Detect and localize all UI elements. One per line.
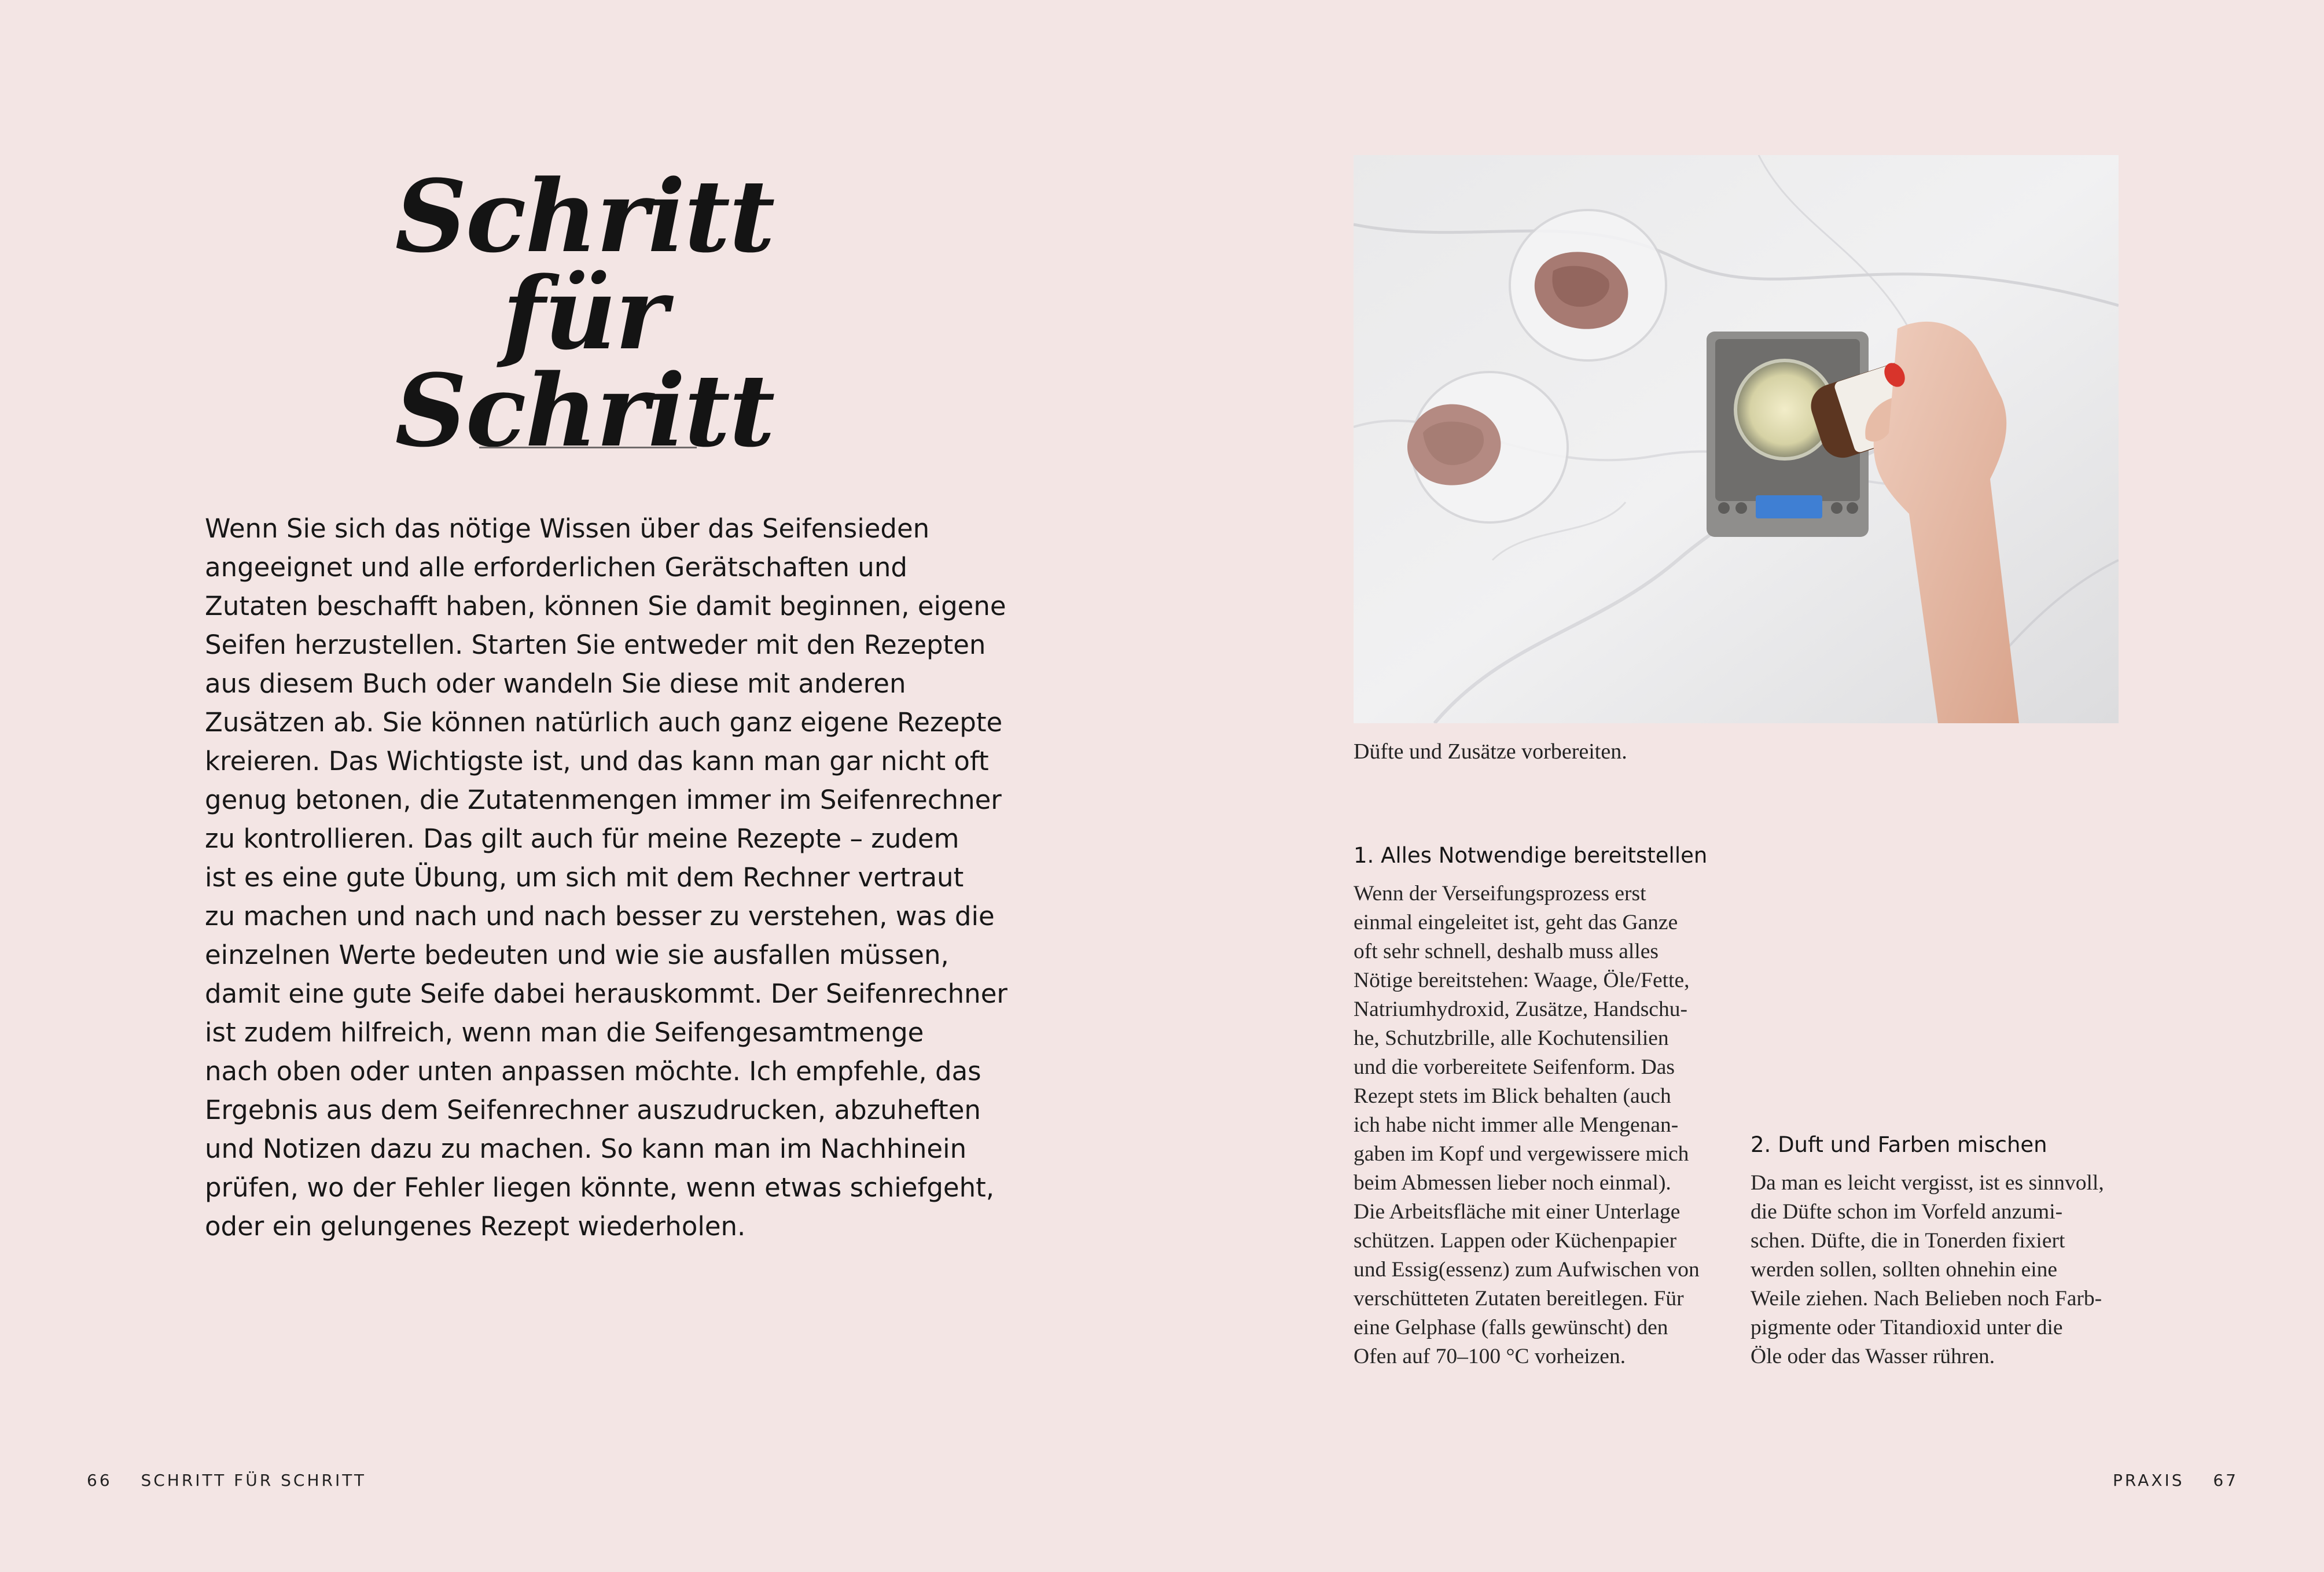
intro-line: oder ein gelungenes Rezept wiederholen. [205,1211,746,1242]
section-1-line: und Essig(essenz) zum Aufwischen von [1354,1258,1700,1282]
section-1-line: he, Schutzbrille, alle Kochutensilien [1354,1026,1669,1050]
section-1-body [1354,879,1747,1371]
title-divider [479,447,697,448]
intro-line: und Notizen dazu zu machen. So kann man im Nachhinein [205,1133,967,1164]
chapter-title-line-1: Schritt für [395,157,774,372]
footer-left [87,1471,366,1490]
section-1-line: Die Arbeitsfläche mit einer Unterlage [1354,1200,1681,1224]
section-1-line: verschütteten Zutaten bereitlegen. Für [1354,1287,1684,1310]
intro-line: damit eine gute Seife dabei herauskommt. Der Seifenrechner [205,978,1007,1009]
running-head-left: SCHRITT FÜR SCHRITT [141,1471,366,1490]
running-head-right: PRAXIS [2112,1471,2185,1490]
chapter-title-line-2: Schritt [395,352,774,469]
intro-line: kreieren. Das Wichtigste ist, und das kann man gar nicht oft [205,746,989,776]
intro-line: genug betonen, die Zutatenmengen immer im Seifenrechner [205,785,1002,815]
intro-line: prüfen, wo der Fehler liegen könnte, wenn etwas schiefgeht, [205,1172,995,1203]
page-number-left: 66 [87,1471,112,1490]
section-1-line: und die vorbereitete Seifenform. Das [1354,1055,1675,1079]
intro-line: zu machen und nach und nach besser zu verstehen, was die [205,901,995,932]
section-1-line: einmal eingeleitet ist, geht das Ganze [1354,911,1678,934]
section-2-body [1751,1169,2156,1371]
section-1-line: Rezept stets im Blick behalten (auch [1354,1084,1671,1108]
section-2-line: Da man es leicht vergisst, ist es sinnvoll, [1751,1171,2104,1195]
section-1-line: ich habe nicht immer alle Mengenan- [1354,1113,1679,1137]
intro-paragraph [205,509,1007,1246]
section-2-line: die Düfte schon im Vorfeld anzumi- [1751,1200,2063,1224]
intro-line: nach oben oder unten anpassen möchte. Ich empfehle, das [205,1056,981,1087]
section-1-line: eine Gelphase (falls gewünscht) den [1354,1316,1668,1339]
section-1-heading: 1. Alles Notwendige bereitstellen [1354,843,1708,868]
intro-line: ist es eine gute Übung, um sich mit dem Rechner vertraut [205,862,964,893]
section-2-heading: 2. Duft und Farben mischen [1751,1132,2047,1157]
intro-line: aus diesem Buch oder wandeln Sie diese mit anderen [205,668,906,699]
section-1-line: Nötige bereitstehen: Waage, Öle/Fette, [1354,969,1690,992]
section-1-line: schützen. Lappen oder Küchenpapier [1354,1229,1677,1253]
intro-line: angeeignet und alle erforderlichen Gerätschaften und [205,552,907,583]
footer-right [2113,1471,2238,1490]
section-2-line: Öle oder das Wasser rühren. [1751,1345,1995,1368]
page-number-right: 67 [2213,1471,2238,1490]
section-1-line: Ofen auf 70–100 °C vorheizen. [1354,1345,1626,1368]
section-2-line: pigmente oder Titandioxid unter die [1751,1316,2063,1339]
section-1-line: beim Abmessen lieber noch einmal). [1354,1171,1671,1195]
section-1-line: oft sehr schnell, deshalb muss alles [1354,940,1659,963]
intro-line: einzelnen Werte bedeuten und wie sie ausfallen müssen, [205,940,949,970]
intro-line: Zutaten beschafft haben, können Sie damit beginnen, eigene [205,591,1006,621]
section-1-line: gaben im Kopf und vergewissere mich [1354,1142,1689,1166]
intro-line: Ergebnis aus dem Seifenrechner auszudrucken, abzuheften [205,1095,981,1125]
intro-line: ist zudem hilfreich, wenn man die Seifengesamtmenge [205,1017,924,1048]
intro-line: zu kontrollieren. Das gilt auch für meine Rezepte – zudem [205,823,959,854]
section-2-line: schen. Düfte, die in Tonerden fixiert [1751,1229,2065,1253]
intro-line: Zusätzen ab. Sie können natürlich auch ganz eigene Rezepte [205,707,1003,738]
section-1-line: Wenn der Verseifungsprozess erst [1354,882,1646,905]
intro-line: Seifen herzustellen. Starten Sie entweder mit den Rezepten [205,629,986,660]
section-1-line: Natriumhydroxid, Zusätze, Handschu- [1354,997,1687,1021]
section-2-line: werden sollen, sollten ohnehin eine [1751,1258,2058,1282]
photo-caption: Düfte und Zusätze vorbereiten. [1354,739,1627,764]
intro-line: Wenn Sie sich das nötige Wissen über das Seifensieden [205,513,930,544]
chapter-title [324,157,845,469]
soap-ingredients-photo [1354,155,2119,723]
section-2-line: Weile ziehen. Nach Belieben noch Farb- [1751,1287,2102,1310]
